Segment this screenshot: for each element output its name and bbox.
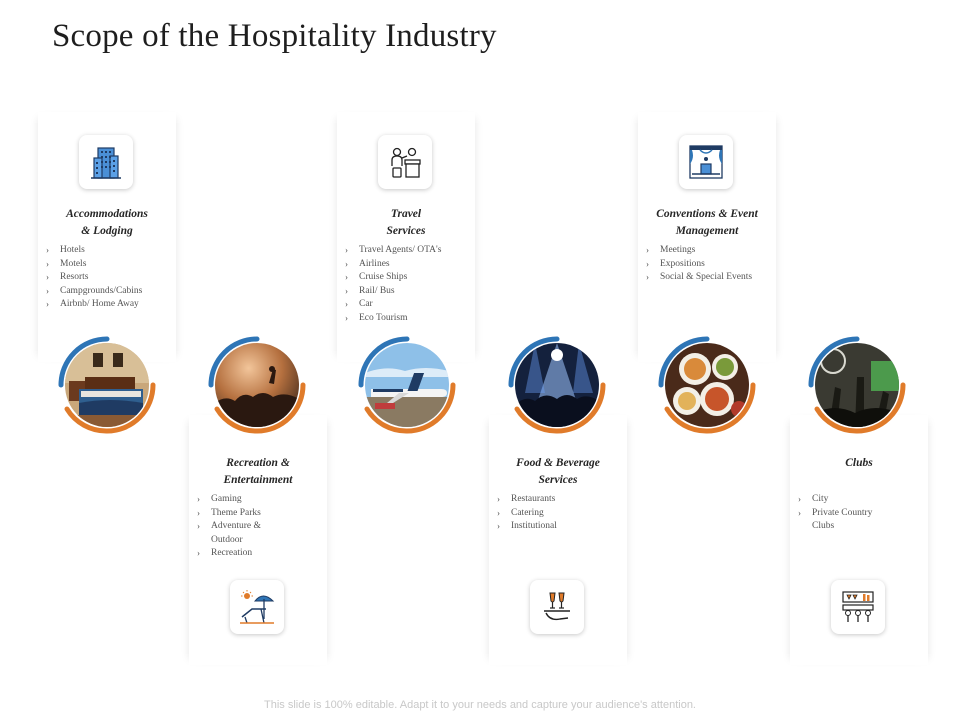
item-list [798,493,926,534]
list-item: › Travel Agents/ OTA's [345,244,473,258]
club-crowd-photo [815,343,899,427]
photo-circle-travel [355,333,459,437]
list-item: › Catering [497,507,625,521]
list-item: › Restaurants [497,493,625,507]
concert-lights-photo [515,343,599,427]
item-list [497,493,625,534]
card-food-beverage [489,415,627,665]
chevron-right-icon: › [46,245,49,255]
list-item: › City [798,493,926,507]
list-item: › Gaming [197,493,325,507]
photo-circle-accommodations [55,333,159,437]
chevron-right-icon: › [46,258,49,269]
item-list [197,493,325,561]
chevron-right-icon: › [197,494,200,504]
chevron-right-icon: › [646,272,649,282]
travel-agent-icon [378,135,432,189]
card-title: Travel Services [386,208,426,237]
item-list [646,244,774,285]
card-title: Food & Beverage Services [516,457,600,486]
list-item: › Rail/ Bus [345,285,473,299]
chevron-right-icon: › [197,507,200,518]
stage-podium-icon [679,135,733,189]
list-item: › Hotels [46,244,174,258]
page-title: Scope of the Hospitality Industry [52,18,497,54]
chevron-right-icon: › [345,312,348,323]
chevron-right-icon: › [646,245,649,255]
list-item: Clubs [812,521,835,531]
chevron-right-icon: › [497,521,500,531]
chevron-right-icon: › [497,494,500,504]
card-recreation [189,415,327,665]
footer-note: This slide is 100% editable. Adapt it to your needs and capture your audience's attention. [264,699,696,711]
list-item: › Campgrounds/Cabins [46,285,174,299]
chevron-right-icon: › [197,521,200,531]
card-travel [337,112,475,362]
chevron-right-icon: › [46,299,49,309]
list-item: Outdoor [211,534,243,545]
chevron-right-icon: › [497,507,500,518]
airplane-photo [365,343,449,427]
chevron-right-icon: › [345,272,348,282]
list-item: › Adventure & [197,520,325,534]
hotel-building-icon [79,135,133,189]
list-item: › Airbnb/ Home Away [46,298,174,312]
list-item: › Cruise Ships [345,271,473,285]
list-item: › Private Country [798,507,926,521]
item-list [46,244,174,312]
chevron-right-icon: › [345,245,348,255]
photo-circle-clubs [805,333,909,437]
photo-circle-recreation [205,333,309,437]
item-list [345,244,473,325]
list-item: › Expositions [646,258,774,272]
list-item: › Institutional [497,520,625,534]
concert-crowd-photo [215,343,299,427]
beach-umbrella-icon [230,580,284,634]
card-accommodations [38,112,176,362]
list-item: › Motels [46,258,174,272]
list-item: › Social & Special Events [646,271,774,285]
list-item: › Theme Parks [197,507,325,521]
chevron-right-icon: › [46,272,49,282]
bar-counter-icon [831,580,885,634]
serving-tray-icon [530,580,584,634]
list-item: › Airlines [345,258,473,272]
card-conventions [638,112,776,362]
list-item: › Meetings [646,244,774,258]
chevron-right-icon: › [197,548,200,558]
photo-circle-conventions [655,333,759,437]
chevron-right-icon: › [345,299,348,309]
chevron-right-icon: › [798,494,801,504]
list-item: › Car [345,298,473,312]
card-title: Conventions & Event Management [656,208,758,237]
list-item: › Recreation [197,547,325,561]
list-item: › Eco Tourism [345,312,473,326]
card-title: Accommodations & Lodging [66,208,148,237]
chevron-right-icon: › [798,507,801,518]
chevron-right-icon: › [646,258,649,269]
card-clubs [790,415,928,665]
food-platter-photo [665,343,749,427]
hotel-bedroom-photo [65,343,149,427]
photo-circle-food-beverage [505,333,609,437]
chevron-right-icon: › [345,285,348,296]
card-title: Clubs [845,457,873,469]
chevron-right-icon: › [345,258,348,269]
card-title: Recreation & Entertainment [223,457,293,486]
chevron-right-icon: › [46,285,49,296]
list-item: › Resorts [46,271,174,285]
